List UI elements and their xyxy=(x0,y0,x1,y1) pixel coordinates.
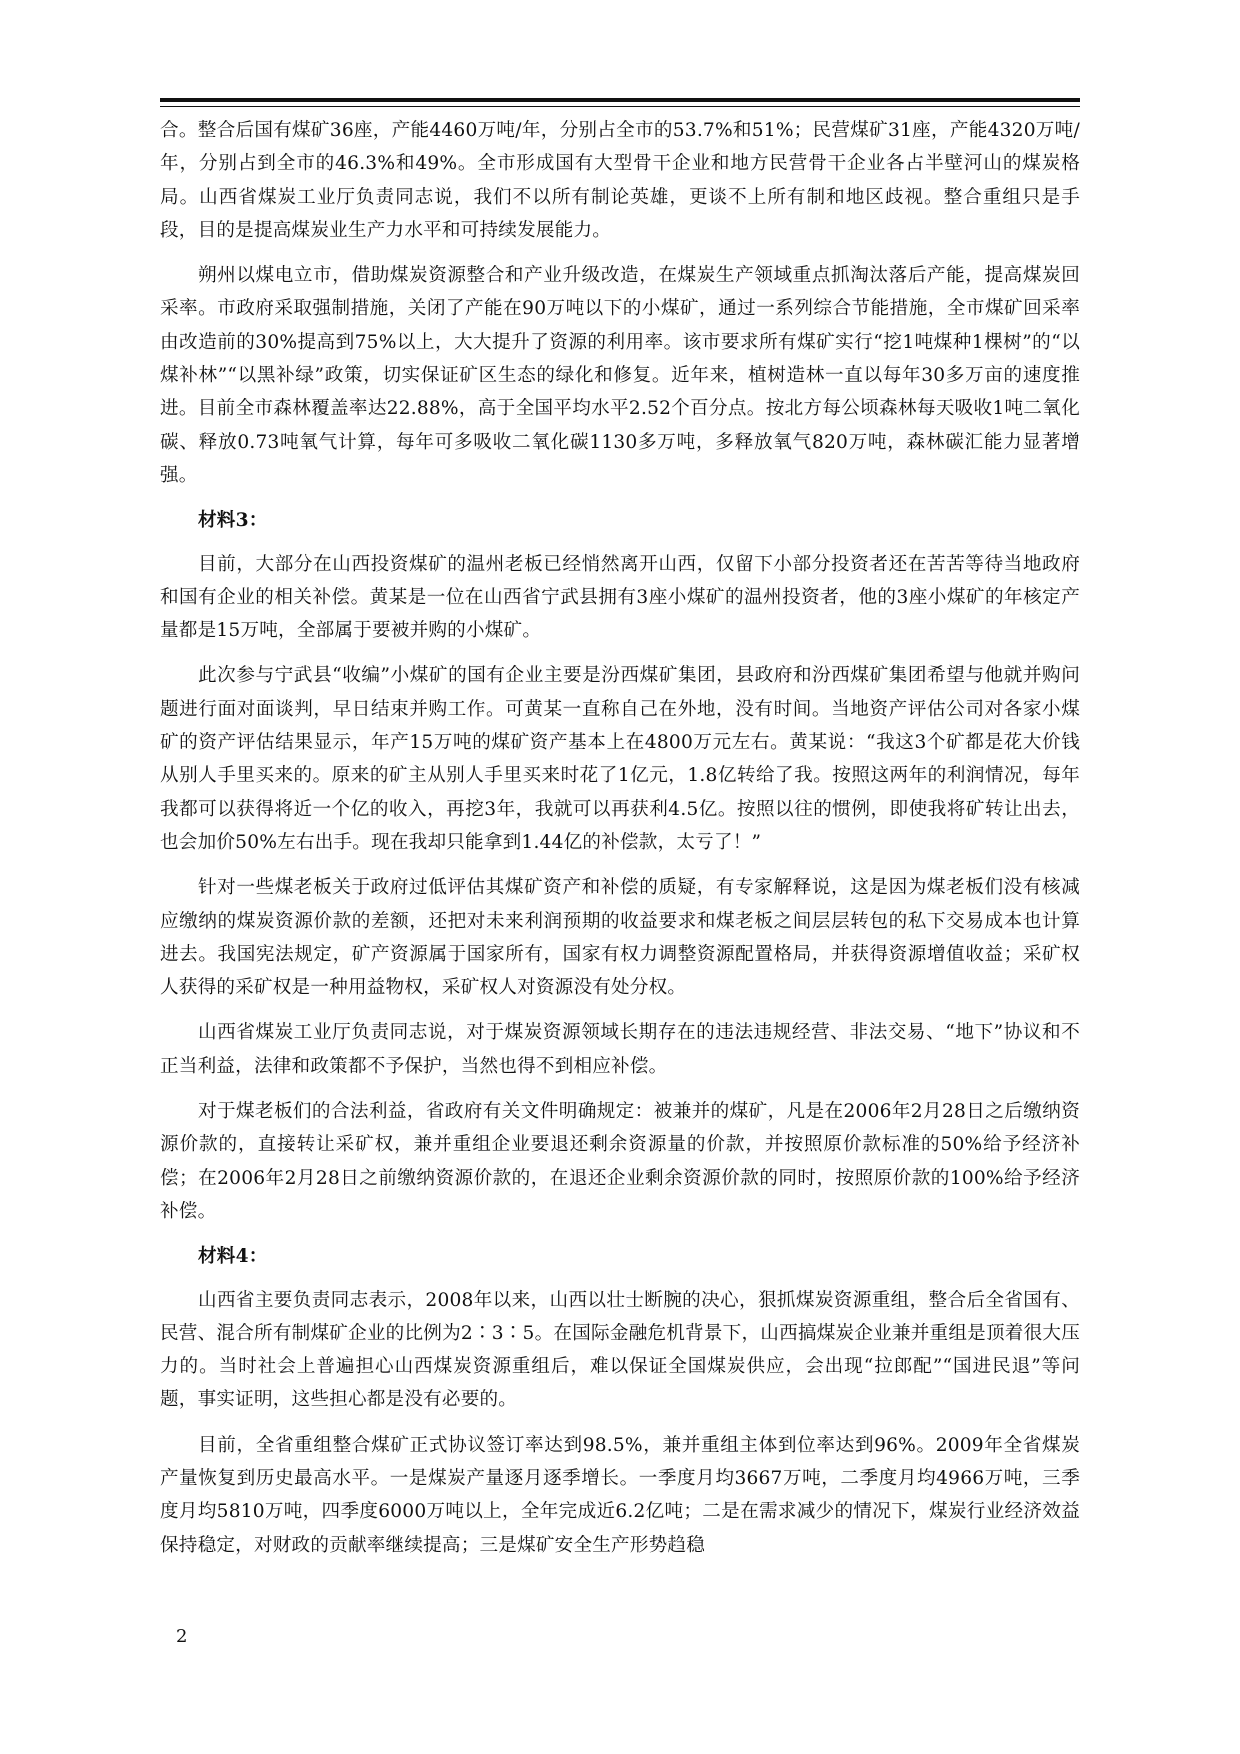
paragraph: 目前，大部分在山西投资煤矿的温州老板已经悄然离开山西，仅留下小部分投资者还在苦苦等待当地政府和国有企业的相关补偿。黄某是一位在山西省宁武县拥有3座小煤矿的温州投资者，他的3座小煤矿的年核定产量都是15万吨，全部属于要被并购的小煤矿。 xyxy=(160,553,1080,642)
body-text xyxy=(160,114,1080,1574)
paragraph: 此次参与宁武县“收编”小煤矿的国有企业主要是汾西煤矿集团，县政府和汾西煤矿集团希望与他就并购问题进行面对面谈判，早日结束并购工作。可黄某一直称自己在外地，没有时间。当地资产评估公司对各家小煤矿的资产评估结果显示，年产15万吨的煤矿资产基本上在4800万元左右。黄某说：“我这3个矿都是花大价钱从别人手里买来的。原来的矿主从别人手里买来时花了1亿元，1.8亿转给了我。按照这两年的利润情况，每年我都可以获得将近一个亿的收入，再挖3年，我就可以再获利4.5亿。按照以往的惯例，即使我将矿转让出去，也会加价50%左右出手。现在我却只能拿到1.44亿的补偿款，太亏了！” xyxy=(160,665,1080,853)
paragraph: 山西省煤炭工业厅负责同志说，对于煤炭资源领域长期存在的违法违规经营、非法交易、“地下”协议和不正当利益，法律和政策都不予保护，当然也得不到相应补偿。 xyxy=(160,1022,1080,1077)
header-rule-thin xyxy=(160,106,1080,107)
header-rule-thick xyxy=(160,98,1080,102)
paragraph: 目前，全省重组整合煤矿正式协议签订率达到98.5%，兼并重组主体到位率达到96%。2009年全省煤炭产量恢复到历史最高水平。一是煤炭产量逐月逐季增长。一季度月均3667万吨，二季度月均4966万吨，三季度月均5810万吨，四季度6000万吨以上，全年完成近6.2亿吨；二是在需求减少的情况下，煤炭行业经济效益保持稳定，对财政的贡献率继续提高；三是煤矿安全生产形势趋稳 xyxy=(160,1434,1080,1556)
paragraph: 针对一些煤老板关于政府过低评估其煤矿资产和补偿的质疑，有专家解释说，这是因为煤老板们没有核减应缴纳的煤炭资源价款的差额，还把对未来利润预期的收益要求和煤老板之间层层转包的私下交易成本也计算进去。我国宪法规定，矿产资源属于国家所有，国家有权力调整资源配置格局，并获得资源增值收益；采矿权人获得的采矿权是一种用益物权，采矿权人对资源没有处分权。 xyxy=(160,877,1080,999)
section-heading-material-3: 材料3： xyxy=(198,510,268,532)
paragraph: 朔州以煤电立市，借助煤炭资源整合和产业升级改造，在煤炭生产领域重点抓淘汰落后产能，提高煤炭回采率。市政府采取强制措施，关闭了产能在90万吨以下的小煤矿，通过一系列综合节能措施，全市煤矿回采率由改造前的30%提高到75%以上，大大提升了资源的利用率。该市要求所有煤矿实行“挖1吨煤种1棵树”的“以煤补林”“以黑补绿”政策，切实保证矿区生态的绿化和修复。近年来，植树造林一直以每年30多万亩的速度推进。目前全市森林覆盖率达22.88%，高于全国平均水平2.52个百分点。按北方每公顷森林每天吸收1吨二氧化碳、释放0.73吨氧气计算，每年可多吸收二氧化碳1130多万吨，多释放氧气820万吨，森林碳汇能力显著增强。 xyxy=(160,265,1080,486)
paragraph: 合。整合后国有煤矿36座，产能4460万吨/年，分别占全市的53.7%和51%；民营煤矿31座，产能4320万吨/年，分别占到全市的46.3%和49%。全市形成国有大型骨干企业和地方民营骨干企业各占半壁河山的煤炭格局。山西省煤炭工业厅负责同志说，我们不以所有制论英雄，更谈不上所有制和地区歧视。整合重组只是手段，目的是提高煤炭业生产力水平和可持续发展能力。 xyxy=(160,120,1080,241)
section-heading-material-4: 材料4： xyxy=(198,1246,268,1268)
paragraph: 山西省主要负责同志表示，2008年以来，山西以壮士断腕的决心，狠抓煤炭资源重组，整合后全省国有、民营、混合所有制煤矿企业的比例为2∶3∶5。在国际金融危机背景下，山西搞煤炭企业兼并重组是顶着很大压力的。当时社会上普遍担心山西煤炭资源重组后，难以保证全国煤炭供应，会出现“拉郎配”“国进民退”等问题，事实证明，这些担心都是没有必要的。 xyxy=(160,1289,1080,1411)
page-number: 2 xyxy=(176,1626,188,1647)
paragraph: 对于煤老板们的合法利益，省政府有关文件明确规定：被兼并的煤矿，凡是在2006年2月28日之后缴纳资源价款的，直接转让采矿权，兼并重组企业要退还剩余资源量的价款，并按照原价款标准的50%给予经济补偿；在2006年2月28日之前缴纳资源价款的，在退还企业剩余资源价款的同时，按照原价款的100%给予经济补偿。 xyxy=(160,1101,1080,1222)
